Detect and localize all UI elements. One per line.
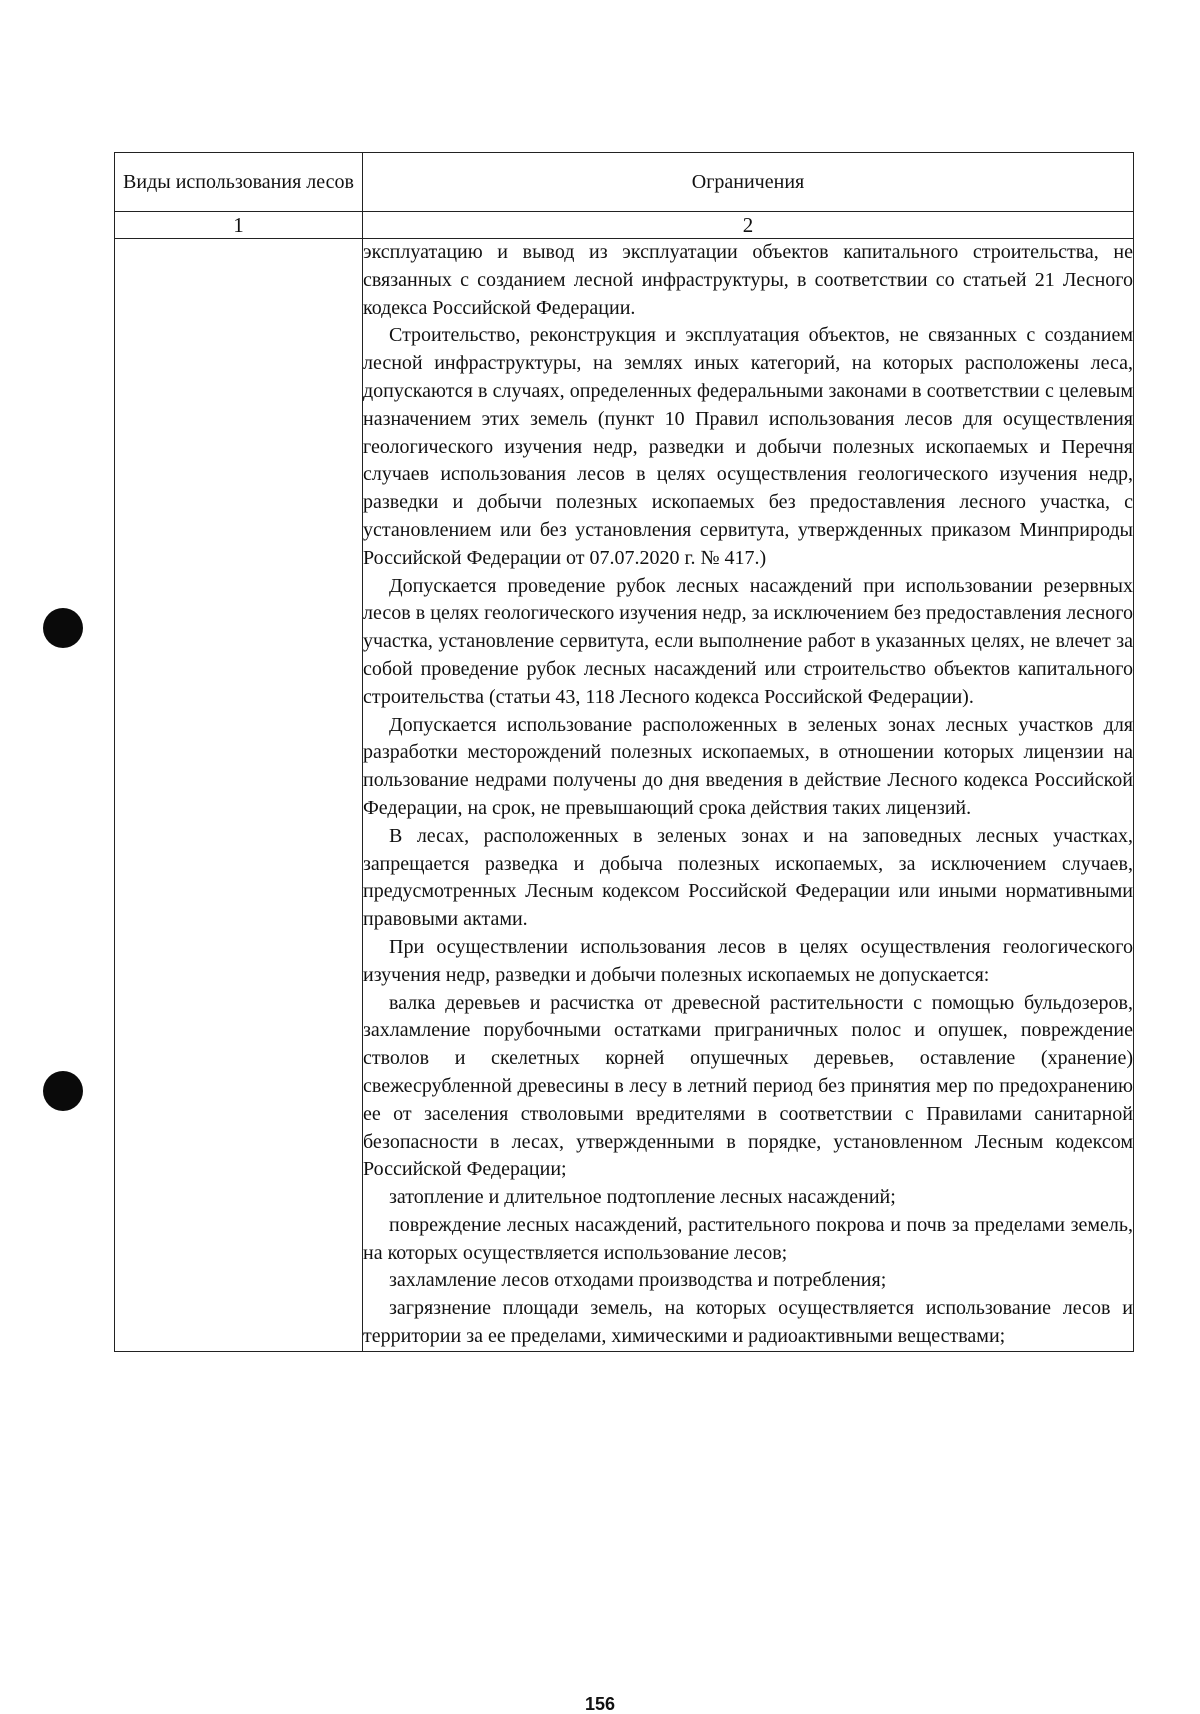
paragraph: Строительство, реконструкция и эксплуатация объектов, не связанных с созданием лесной инфраструктуры, на землях иных категорий, на которых расположены леса, допускаются в случаях, определенных федеральными законами в соответствии с целевым назначением этих земель (пункт 10 Правил использования лесов для осуществления геологического изучения недр, разведки и добычи полезных ископаемых и Перечня случаев использования лесов в целях осуществления геологического изучения недр, разведки и добычи полезных ископаемых без предоставления лесного участка, с установлением или без установления сервитута, утвержденных приказом Минприроды Российской Федерации от 07.07.2020 г. № 417.) [363, 324, 1133, 569]
header-row [115, 153, 1134, 212]
restrictions-cell [363, 239, 1134, 1352]
paragraph: Допускается проведение рубок лесных насаждений при использовании резервных лесов в целях геологического изучения недр, за исключением без предоставления лесного участка, установление сервитута, если выполнение работ в указанных целях, не влечет за собой проведение рубок лесных насаждений или строительство объектов капитального строительства (статьи 43, 118 Лесного кодекса Российской Федерации). [363, 574, 1133, 708]
punch-hole-bottom [43, 1071, 83, 1111]
forest-use-type-cell [115, 239, 363, 1352]
paragraph: Допускается использование расположенных в зеленых зонах лесных участков для разработки месторождений полезных ископаемых, в отношении которых лицензии на пользование недрами получены до дня введения в действие Лесного кодекса Российской Федерации, на срок, не превышающий срока действия таких лицензий. [363, 713, 1133, 819]
paragraph: повреждение лесных насаждений, растительного покрова и почв за пределами земель, на которых осуществляется использование лесов; [363, 1213, 1133, 1264]
header-forest-use-types: Виды использования лесов [115, 153, 363, 212]
restrictions-table [114, 152, 1134, 1352]
paragraph: захламление лесов отходами производства и потребления; [389, 1269, 887, 1292]
paragraph: эксплуатацию и вывод из эксплуатации объектов капитального строительства, не связанных с созданием лесной инфраструктуры, в соответствии со статьей 21 Лесного кодекса Российской Федерации. [363, 241, 1133, 319]
paragraph: затопление и длительное подтопление лесных насаждений; [389, 1186, 896, 1209]
paragraph: При осуществлении использования лесов в целях осуществления геологического изучения недр, разведки и добычи полезных ископаемых не допускается: [363, 935, 1133, 986]
punch-hole-top [43, 608, 83, 648]
header-restrictions: Ограничения [363, 153, 1134, 212]
paragraph: загрязнение площади земель, на которых осуществляется использование лесов и территории за ее пределами, химическими и радиоактивными веществами; [363, 1297, 1133, 1348]
column-number-row [115, 212, 1134, 239]
paragraph: В лесах, расположенных в зеленых зонах и на заповедных лесных участках, запрещается разведка и добыча полезных ископаемых, за исключением случаев, предусмотренных Лесным кодексом Российской Федерации или иными нормативными правовыми актами. [363, 824, 1133, 931]
column-number-2: 2 [363, 212, 1134, 239]
column-number-1: 1 [115, 212, 363, 239]
paragraph: валка деревьев и расчистка от древесной растительности с помощью бульдозеров, захламление порубочными остатками приграничных полос и опушек, повреждение стволов и скелетных корней опушечных деревьев, оставление (хранение) свежесрубленной древесины в лесу в летний период без принятия мер по предохранению ее от заселения стволовыми вредителями в соответствии с Правилами санитарной безопасности в лесах, утвержденными в порядке, установленном Лесным кодексом Российской Федерации; [363, 991, 1133, 1181]
page-number: 156 [584, 1694, 616, 1714]
table-row [115, 239, 1134, 1352]
